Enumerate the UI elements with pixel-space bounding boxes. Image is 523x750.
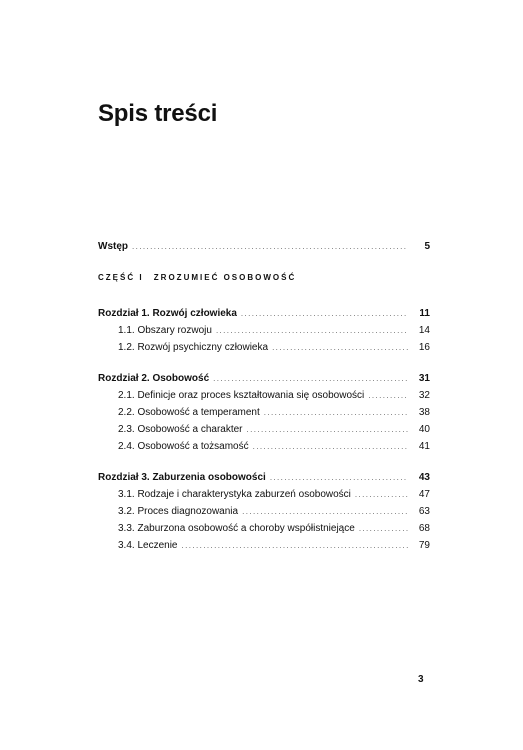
toc-entry-page: 32 — [418, 390, 430, 401]
toc-entry-page: 63 — [418, 506, 430, 517]
toc-entry-label: 2.3. Osobowość a charakter — [118, 424, 243, 435]
page-title: Spis treści — [98, 100, 218, 127]
dot-leader — [253, 438, 408, 455]
spacer — [98, 356, 430, 370]
toc-entry-label: 3.1. Rodzaje i charakterystyka zaburzeń osobowości — [118, 489, 351, 500]
toc-entry-page: 40 — [418, 424, 430, 435]
table-of-contents — [98, 238, 430, 554]
toc-entry-label: Wstęp — [98, 241, 128, 252]
toc-entry-page: 41 — [418, 441, 430, 452]
toc-entry-label: 3.2. Proces diagnozowania — [118, 506, 239, 517]
toc-entry-label: 3.3. Zaburzona osobowość a choroby współistniejące — [118, 523, 355, 534]
spacer — [98, 455, 430, 469]
part-heading — [98, 271, 430, 285]
toc-section-3-3[interactable] — [98, 520, 430, 537]
dot-leader — [355, 486, 408, 503]
toc-entry-label: 2.1. Definicje oraz proces kształtowania się osobowości — [118, 390, 365, 401]
toc-entry-label: 1.1. Obszary rozwoju — [118, 325, 212, 336]
toc-chapter-3[interactable] — [98, 469, 430, 486]
toc-entry-intro[interactable] — [98, 238, 430, 255]
dot-leader — [132, 238, 408, 255]
toc-entry-page: 14 — [418, 325, 430, 336]
dot-leader — [247, 421, 408, 438]
toc-entry-label: 3.4. Leczenie — [118, 540, 178, 551]
dot-leader — [182, 537, 409, 554]
dot-leader — [272, 339, 408, 356]
toc-section-2-4[interactable] — [98, 438, 430, 455]
toc-section-3-1[interactable] — [98, 486, 430, 503]
toc-entry-label: Rozdział 1. Rozwój człowieka — [98, 308, 237, 319]
toc-section-2-1[interactable] — [98, 387, 430, 404]
dot-leader — [264, 404, 408, 421]
toc-entry-label: 2.4. Osobowość a tożsamość — [118, 441, 249, 452]
toc-entry-page: 16 — [418, 342, 430, 353]
dot-leader — [368, 387, 408, 404]
dot-leader — [213, 370, 408, 387]
toc-entry-page: 68 — [418, 523, 430, 534]
toc-section-1-2[interactable] — [98, 339, 430, 356]
part-number: CZĘŚĆ I — [98, 273, 144, 282]
toc-section-1-1[interactable] — [98, 322, 430, 339]
toc-entry-label: Rozdział 3. Zaburzenia osobowości — [98, 472, 266, 483]
toc-entry-page: 11 — [419, 308, 430, 319]
toc-entry-page: 31 — [418, 373, 430, 384]
dot-leader — [270, 469, 408, 486]
dot-leader — [241, 305, 408, 322]
toc-section-2-3[interactable] — [98, 421, 430, 438]
part-title: ZROZUMIEĆ OSOBOWOŚĆ — [153, 273, 297, 282]
toc-section-2-2[interactable] — [98, 404, 430, 421]
toc-entry-page: 43 — [418, 472, 430, 483]
toc-entry-label: Rozdział 2. Osobowość — [98, 373, 210, 384]
toc-entry-page: 5 — [424, 241, 430, 252]
toc-section-3-2[interactable] — [98, 503, 430, 520]
page-number: 3 — [418, 674, 424, 685]
toc-entry-label: 1.2. Rozwój psychiczny człowieka — [118, 342, 269, 353]
toc-entry-label: 2.2. Osobowość a temperament — [118, 407, 260, 418]
dot-leader — [216, 322, 408, 339]
toc-entry-page: 38 — [418, 407, 430, 418]
toc-chapter-1[interactable] — [98, 305, 430, 322]
toc-chapter-2[interactable] — [98, 370, 430, 387]
toc-entry-page: 47 — [418, 489, 430, 500]
toc-entry-page: 79 — [418, 540, 430, 551]
dot-leader — [359, 520, 408, 537]
dot-leader — [242, 503, 408, 520]
toc-section-3-4[interactable] — [98, 537, 430, 554]
